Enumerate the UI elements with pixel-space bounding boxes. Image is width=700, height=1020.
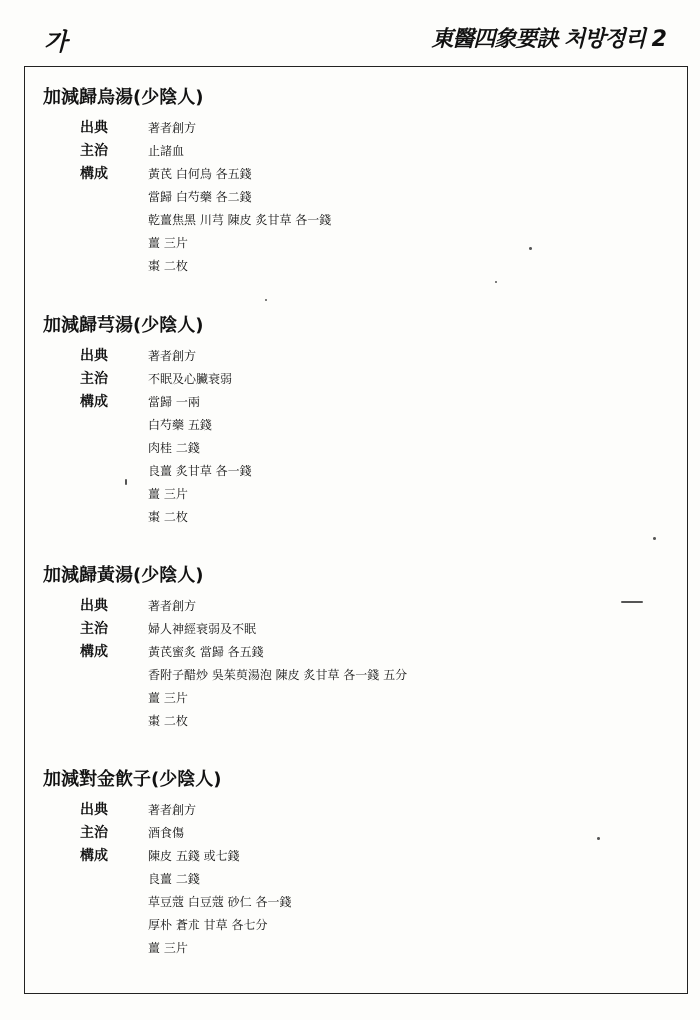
source-label: 出典 [80,598,108,614]
composition-line: 薑 三片 [148,487,188,501]
composition-list [148,393,252,531]
composition-line: 白芍藥 五錢 [148,418,212,432]
header-left: 가 [44,28,68,56]
entry-title: 加減對金飮子(少陰人) [43,769,222,790]
composition-line: 當歸 一兩 [148,395,200,409]
composition-line: 良薑 二錢 [148,872,200,886]
treat-row [80,370,663,388]
composition-line: 肉桂 二錢 [148,441,200,455]
scan-speck [495,281,497,283]
treat-value: 不眠及心臟衰弱 [148,372,233,386]
composition-row [80,393,663,531]
source-value: 著者創方 [148,121,197,135]
scan-speck [125,479,127,485]
composition-line: 香附子醋炒 吳茱萸湯泡 陳皮 炙甘草 各一錢 五分 [148,668,408,682]
composition-line: 草豆蔻 白豆蔻 砂仁 各一錢 [148,895,292,909]
entry-2 [43,311,663,536]
treat-label: 主治 [80,143,108,159]
composition-line: 薑 三片 [148,691,188,705]
composition-label: 構成 [80,166,108,182]
composition-line: 乾薑焦黑 川芎 陳皮 炙甘草 各一錢 [148,213,332,227]
composition-label: 構成 [80,394,108,410]
treat-value: 止諸血 [148,144,185,158]
entry-fields [80,119,663,280]
header-right: 東醫四象要訣 처방정리 2 [431,27,666,52]
page-frame [24,66,688,994]
treat-row [80,142,663,160]
composition-label: 構成 [80,644,108,660]
entry-title: 加減歸芎湯(少陰人) [43,315,204,336]
entry-title: 加減歸烏湯(少陰人) [43,87,204,108]
source-label: 出典 [80,802,108,818]
source-value: 著者創方 [148,599,197,613]
entry-4 [43,765,663,967]
scan-speck [621,601,643,603]
composition-line: 當歸 白芍藥 各二錢 [148,190,252,204]
treat-label: 主治 [80,371,108,387]
composition-list [148,165,331,280]
composition-line: 薑 三片 [148,236,188,250]
composition-list [148,643,407,735]
composition-line: 棗 二枚 [148,510,188,524]
entry-title: 加減歸黃湯(少陰人) [43,565,204,586]
source-row [80,801,663,819]
entry-fields [80,801,663,962]
composition-line: 薑 三片 [148,941,188,955]
source-label: 出典 [80,120,108,136]
composition-label: 構成 [80,848,108,864]
composition-line: 棗 二枚 [148,714,188,728]
scan-speck [265,299,267,301]
entry-3 [43,561,663,740]
composition-line: 厚朴 蒼朮 甘草 各七分 [148,918,268,932]
composition-line: 棗 二枚 [148,259,188,273]
source-value: 著者創方 [148,349,197,363]
treat-row [80,824,663,842]
composition-row [80,643,663,735]
treat-label: 主治 [80,825,108,841]
treat-value: 婦人神經衰弱及不眠 [148,622,257,636]
composition-line: 良薑 炙甘草 各一錢 [148,464,252,478]
composition-row [80,165,663,280]
composition-line: 黃芪 白何烏 各五錢 [148,167,252,181]
source-value: 著者創方 [148,803,197,817]
composition-row [80,847,663,962]
scan-speck [597,837,600,840]
composition-line: 陳皮 五錢 或七錢 [148,849,240,863]
entry-fields [80,347,663,531]
composition-line: 黃芪蜜炙 當歸 各五錢 [148,645,264,659]
source-label: 出典 [80,348,108,364]
source-row [80,347,663,365]
scan-speck [653,537,656,540]
treat-value: 酒食傷 [148,826,185,840]
source-row [80,597,663,615]
entry-fields [80,597,663,735]
scan-speck [529,247,532,250]
entry-1 [43,83,663,285]
source-row [80,119,663,137]
treat-row [80,620,663,638]
composition-list [148,847,291,962]
treat-label: 主治 [80,621,108,637]
